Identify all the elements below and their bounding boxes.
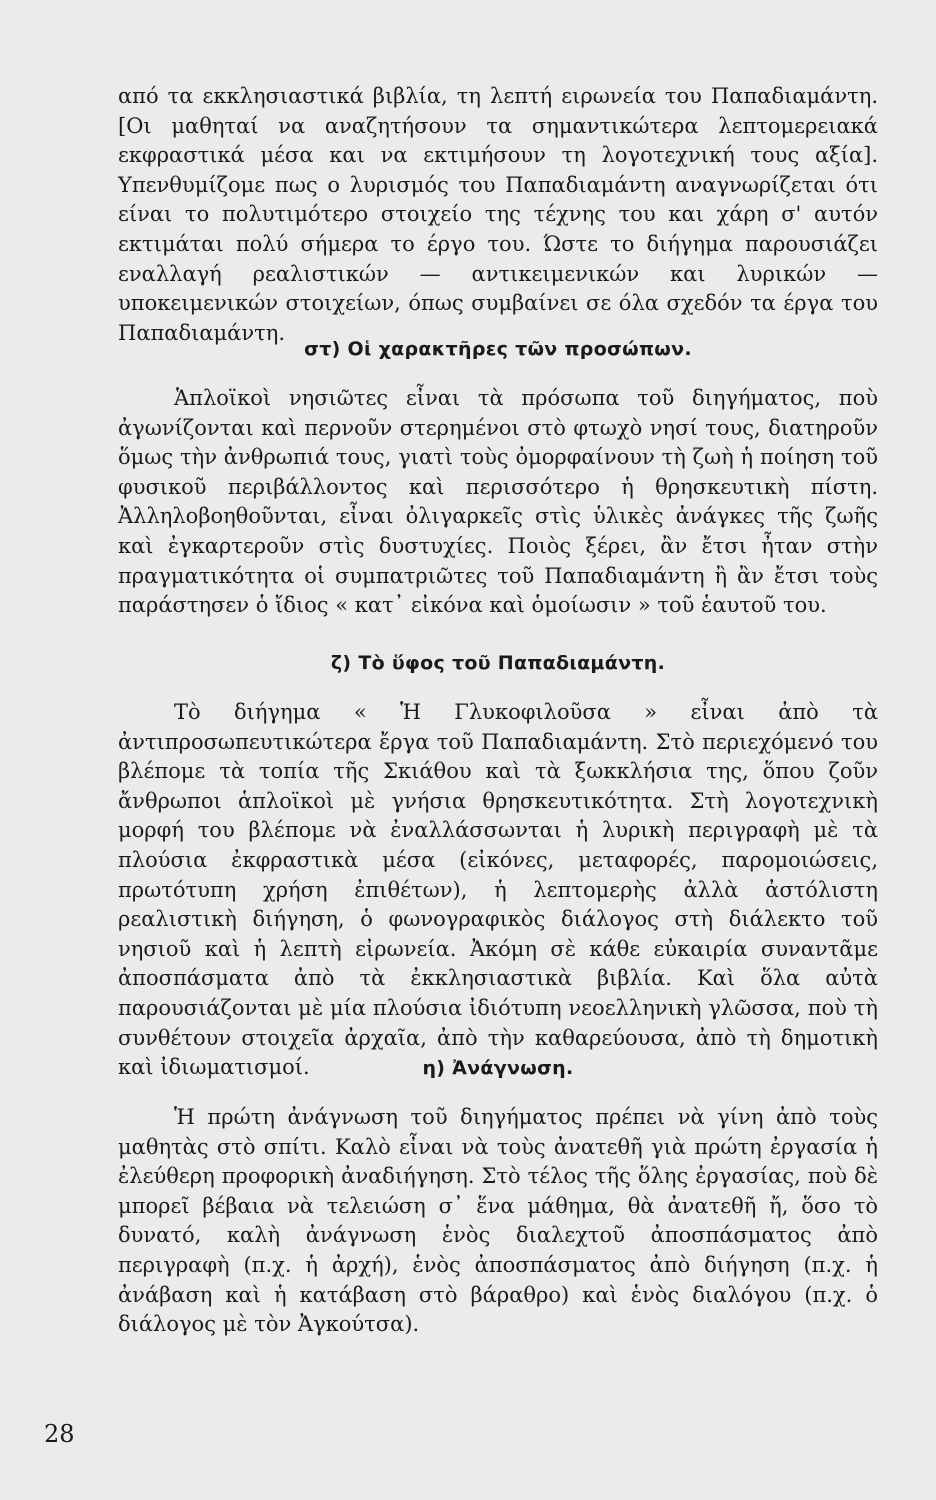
intro-paragraph: από τα εκκλησιαστικά βιβλία, τη λεπτή ειρωνεία του Παπαδιαμάντη. [Οι μαθηταί να αναζητήσουν τα σημαντικώτερα λεπτομερειακά εκφραστικά μέσα και να εκτιμήσουν τη λογοτεχνική τους αξία]. Υπενθυμίζομε πως ο λυρισμός του Παπαδιαμάντη αναγνωρίζεται ότι είναι το πολυτιμότερο στοιχείο της τέχνης του και χάρη σ' αυτόν εκτιμάται πολύ σήμερα το έργο του. Ώστε το διήγημα παρουσιάζει εναλλαγή ρεαλιστικών — αντικειμενικών και λυρικών — υποκειμενικών στοιχείων, όπως συμβαίνει σε όλα σχεδόν τα έργα του Παπαδιαμάντη. [118, 84, 878, 345]
section-title-characters: στ) Οἱ χαρακτῆρες τῶν προσώπων. [304, 338, 692, 360]
characters-paragraph: Ἁπλοϊκοὶ νησιῶτες εἶναι τὰ πρόσωπα τοῦ διηγήματος, ποὺ ἀγωνίζονται καὶ περνοῦν στερημένοι στὸ φτωχὸ νησί τους, διατηροῦν ὅμως τὴν ἀνθρωπιά τους, γιατὶ τοὺς ὀμορφαίνουν τὴ ζωὴ ἡ ποίηση τοῦ φυσικοῦ περιβάλλοντος καὶ περισσότερο ἡ θρησκευτικὴ πίστη. Ἀλληλοβοηθοῦνται, εἶναι ὀλιγαρκεῖς στὶς ὑλικὲς ἀνάγκες τῆς ζωῆς καὶ ἐγκαρτεροῦν στὶς δυστυχίες. Ποιὸς ξέρει, ἂν ἔτσι ἦταν στὴν πραγματικότητα οἱ συμπατριῶτες τοῦ Παπαδιαμάντη ἢ ἂν ἔτσι τοὺς παράστησεν ὁ ἴδιος « κατ᾽ εἰκόνα καὶ ὁμοίωσιν » τοῦ ἑαυτοῦ του. [118, 386, 878, 618]
reading-paragraph-block [118, 1103, 878, 1340]
intro-paragraph-block [118, 82, 878, 348]
style-paragraph: Τὸ διήγημα « Ἡ Γλυκοφιλοῦσα » εἶναι ἀπὸ τὰ ἀντιπροσωπευτικώτερα ἔργα τοῦ Παπαδιαμάντη. Στὸ περιεχόμενό του βλέπομε τὰ τοπία τῆς Σκιάθου καὶ τὰ ξωκκλήσια της, ὅπου ζοῦν ἄνθρωποι ἁπλοϊκοὶ μὲ γνήσια θρησκευτικότητα. Στὴ λογοτεχνικὴ μορφή του βλέπομε νὰ ἐναλλάσσωνται ἡ λυρικὴ περιγραφὴ μὲ τὰ πλούσια ἐκφραστικὰ μέσα (εἰκόνες, μεταφορές, παρομοιώσεις, πρωτότυπη χρήση ἐπιθέτων), ἡ λεπτομερὴς ἀλλὰ ἀστόλιστη ρεαλιστικὴ διήγηση, ὁ φωνογραφικὸς διάλογος στὴ διάλεκτο τοῦ νησιοῦ καὶ ἡ λεπτὴ εἰρωνεία. Ἀκόμη σὲ κάθε εὐκαιρία συναντᾶμε ἀποσπάσματα ἀπὸ τὰ ἐκκλησιαστικὰ βιβλία. Καὶ ὅλα αὐτὰ παρουσιάζονται μὲ μία πλούσια ἰδιότυπη νεοελληνικὴ γλῶσσα, ποὺ τὴ συνθέτουν στοιχεῖα ἀρχαῖα, ἀπὸ τὴν καθαρεύουσα, ἀπὸ τὴ δημοτικὴ καὶ ἰδιωματισμοί. [118, 700, 878, 1080]
characters-paragraph-block [118, 384, 878, 621]
page-number: 28 [44, 1420, 75, 1448]
style-paragraph-block [118, 698, 878, 1083]
section-title-style: ζ) Τὸ ὕφος τοῦ Παπαδιαμάντη. [330, 652, 666, 674]
section-title-reading: η) Ἀνάγνωση. [422, 1057, 574, 1079]
reading-paragraph: Ἡ πρώτη ἀνάγνωση τοῦ διηγήματος πρέπει νὰ γίνη ἀπὸ τοὺς μαθητὰς στὸ σπίτι. Καλὸ εἶναι νὰ τοὺς ἀνατεθῆ γιὰ πρώτη ἐργασία ἡ ἐλεύθερη προφορικὴ ἀναδιήγηση. Στὸ τέλος τῆς ὅλης ἐργασίας, ποὺ δὲ μπορεῖ βέβαια νὰ τελειώση σ᾽ ἕνα μάθημα, θὰ ἀνατεθῆ ἤ, ὅσο τὸ δυνατό, καλὴ ἀνάγνωση ἑνὸς διαλεχτοῦ ἀποσπάσματος ἀπὸ περιγραφὴ (π.χ. ἡ ἀρχή), ἑνὸς ἀποσπάσματος ἀπὸ διήγηση (π.χ. ἡ ἀνάβαση καὶ ἡ κατάβαση στὸ βάραθρο) καὶ ἑνὸς διαλόγου (π.χ. ὁ διάλογος μὲ τὸν Ἀγκούτσα). [118, 1105, 878, 1337]
